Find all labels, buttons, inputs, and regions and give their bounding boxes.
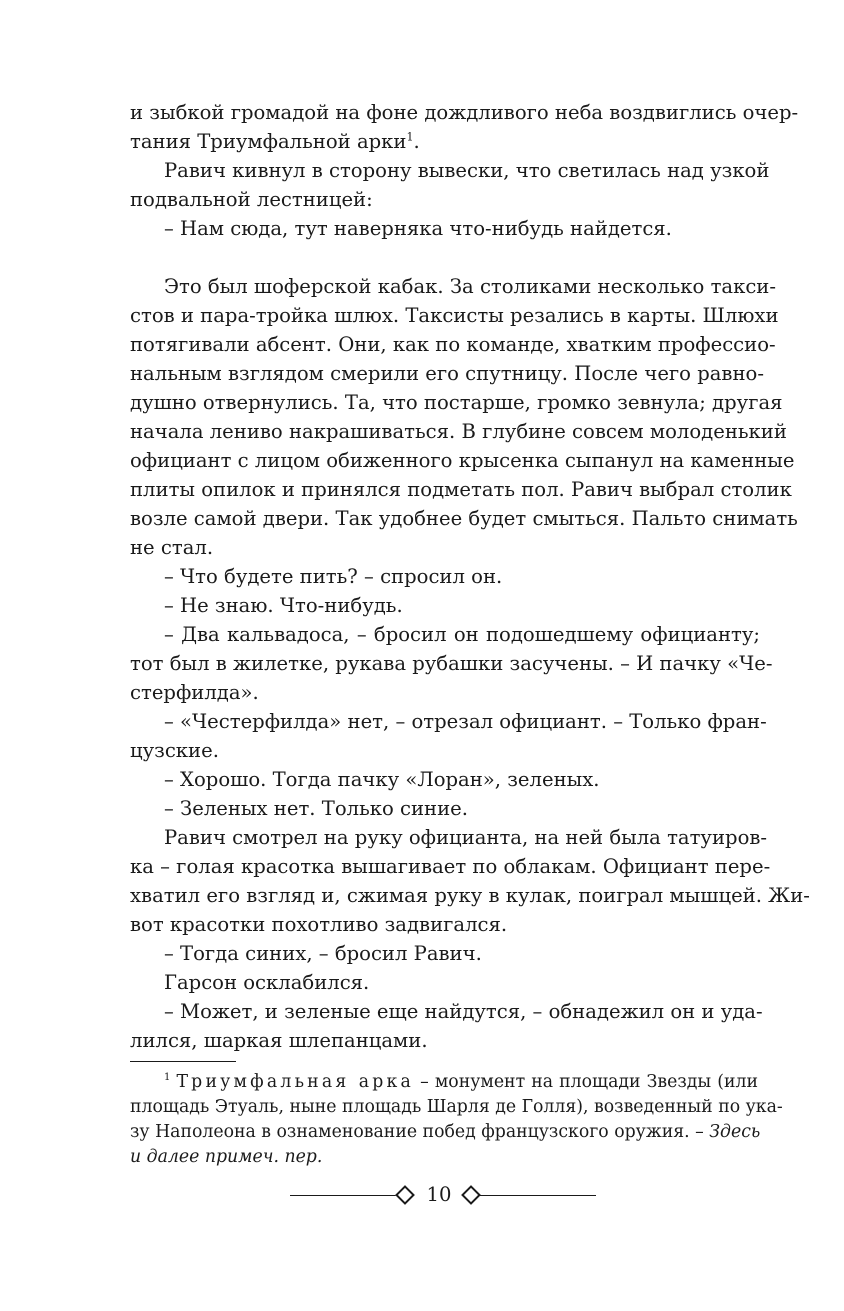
text-line: ка – голая красотка вышагивает по облакам. Официант пере- [130, 855, 771, 878]
ornament-line-left [290, 1195, 398, 1196]
footnote [130, 1070, 783, 1170]
text-line: тания Триумфальной арки$^1$. [130, 130, 420, 153]
text-line: стерфилда». [130, 681, 259, 704]
diamond-icon [461, 1185, 481, 1205]
text-line: душно отвернулись. Та, что постарше, громко зевнула; другая [130, 391, 783, 414]
footnote-line: и далее примеч. пер. [130, 1147, 323, 1167]
text-line: Равич смотрел на руку официанта, на ней была татуиров- [164, 826, 768, 849]
text-line: – Не знаю. Что-нибудь. [164, 594, 403, 617]
text-line: тот был в жилетке, рукава рубашки засучены. – И пачку «Че- [130, 652, 773, 675]
page-number: 10 [426, 1183, 452, 1206]
footnote-line: площадь Этуаль, ныне площадь Шарля де Голля), возведенный по ука- [130, 1097, 783, 1117]
text-line: – Что будете пить? – спросил он. [164, 565, 503, 588]
footnote-line: $^1$ Триумфальная арка – монумент на площади Звезды (или [164, 1072, 758, 1092]
text-line: подвальной лестницей: [130, 188, 373, 211]
text-line: – Тогда синих, – бросил Равич. [164, 942, 482, 965]
text-line: – Может, и зеленые еще найдутся, – обнадежил он и уда- [164, 1000, 763, 1023]
text-line: потягивали абсент. Они, как по команде, хватким профессио- [130, 333, 776, 356]
text-line: возле самой двери. Так удобнее будет смыться. Пальто снимать [130, 507, 798, 530]
text-line: нальным взглядом смерили его спутницу. После чего равно- [130, 362, 764, 385]
ornament-line-right [480, 1195, 596, 1196]
text-line: вот красотки похотливо задвигался. [130, 913, 508, 936]
text-line: не стал. [130, 536, 214, 559]
page-number-ornament [290, 1180, 596, 1210]
text-line: плиты опилок и принялся подметать пол. Равич выбрал столик [130, 478, 792, 501]
footnote-line: зу Наполеона в ознаменование побед французского оружия. – Здесь [130, 1122, 761, 1142]
body-text [130, 98, 810, 1055]
footnote-separator [130, 1061, 236, 1062]
text-line: и зыбкой громадой на фоне дождливого неба воздвиглись очер- [130, 101, 799, 124]
footnote-marker: 1 [164, 1072, 171, 1084]
footnote-term: Триумфальная арка [176, 1072, 415, 1092]
text-line: – Хорошо. Тогда пачку «Лоран», зеленых. [164, 768, 600, 791]
text-line: – Нам сюда, тут наверняка что-нибудь найдется. [164, 217, 672, 240]
section-break [130, 243, 760, 272]
text-line: начала лениво накрашиваться. В глубине совсем молоденький [130, 420, 787, 443]
text-line: лился, шаркая шлепанцами. [130, 1029, 428, 1052]
text-line: официант с лицом обиженного крысенка сыпанул на каменные [130, 449, 795, 472]
text-line: – «Честерфилда» нет, – отрезал официант. – Только фран- [164, 710, 767, 733]
text-line: стов и пара-тройка шлюх. Таксисты резались в карты. Шлюхи [130, 304, 779, 327]
diamond-icon [395, 1185, 415, 1205]
text-line: – Два кальвадоса, – бросил он подошедшему официанту; [164, 623, 760, 646]
text-line: – Зеленых нет. Только синие. [164, 797, 468, 820]
text-line: Это был шоферской кабак. За столиками несколько такси- [164, 275, 776, 298]
footnote-reference[interactable]: 1 [406, 130, 414, 144]
text-line: хватил его взгляд и, сжимая руку в кулак, поиграл мышцей. Жи- [130, 884, 810, 907]
text-line: Равич кивнул в сторону вывески, что светилась над узкой [164, 159, 770, 182]
text-line: Гарсон осклабился. [164, 971, 370, 994]
text-line: цузские. [130, 739, 219, 762]
